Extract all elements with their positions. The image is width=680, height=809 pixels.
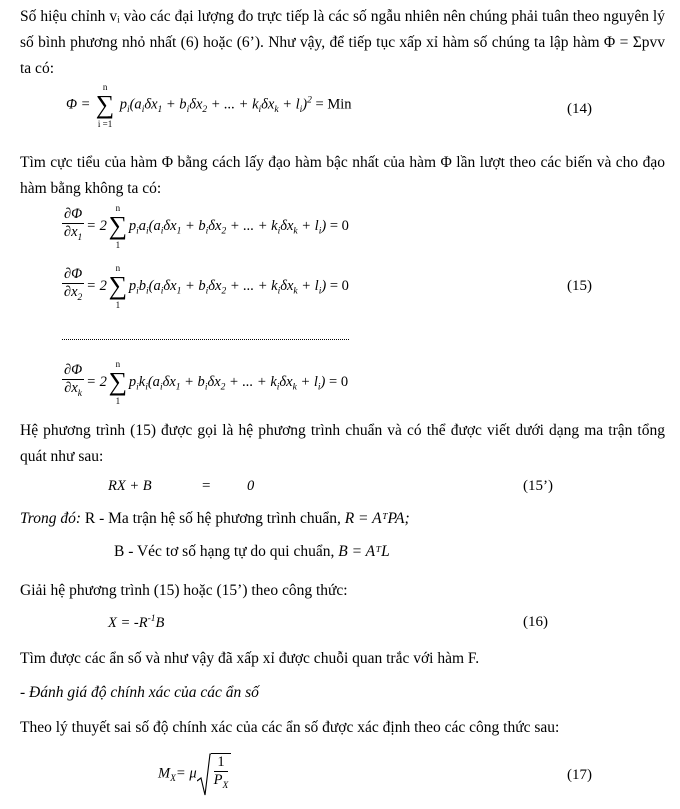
section-heading [20, 680, 665, 706]
equation-17: $M_X= \mu$ $\frac{1}{P_X}$ [158, 753, 231, 795]
where-b-text: B - Véc tơ số hạng tự do qui chuẩn, [114, 543, 339, 560]
paragraph-accuracy-text: Theo lý thuyết sai số độ chính xác của các ẩn số được xác định theo các công thức sau: [20, 719, 560, 736]
equation-15-prime-lhs: RX + B [108, 478, 152, 494]
equation-15-row-k: $\frac{\partial\Phi}{\partial x_k}$ = 2 n ∑ 1 $p_ik_i(a_i\delta x_1 + b_i\delta x_2$ + ... + $k_i\delta x_k + l_i) = 0$ [64, 359, 349, 407]
where-b-formula: B = AᵀL [338, 543, 390, 560]
paragraph-result [20, 646, 665, 672]
where-b-line [114, 543, 390, 561]
equation-15-prime-eq: = [202, 478, 211, 494]
where-r-line [20, 510, 410, 528]
equation-15-row-2: $\frac{\partial\Phi}{\partial x_2}$ = 2 n ∑ 1 $p_ib_i(a_i\delta x_1 + b_i\delta x_2$ + ... + $k_i\delta x_k + l_i) = 0$ [63, 263, 349, 311]
equation-15-prime-label: (15’) [523, 478, 553, 494]
equation-15-prime-rhs: 0 [247, 478, 255, 494]
equation-14: Φ = n ∑ i =1 $p_i(a_i\delta x_1 + b_i\delta x_2$ + ... + $k_i\delta x_k + l_i)^2$ = Min [66, 82, 352, 129]
section-heading-text: - Đánh giá độ chính xác của các ẩn số [20, 684, 259, 701]
paragraph-minimum [20, 150, 665, 202]
paragraph-normal-system-text: Hệ phương trình (15) được gọi là hệ phương trình chuẩn và có thể được viết dưới dạng ma trận tổng quát như sau: [20, 422, 665, 465]
equation-15-row-1: $\frac{\partial\Phi}{\partial x_1}$ = 2 n ∑ 1 $p_ia_i(a_i\delta x_1 + b_i\delta x_2$ + ... + $k_i\delta x_k + l_i) = 0$ [63, 203, 349, 251]
sqrt-symbol: $\frac{1}{P_X}$ [197, 753, 232, 795]
ellipsis-dots [62, 329, 349, 340]
where-r-formula: R = AᵀPA; [344, 510, 410, 527]
paragraph-solve-text: Giải hệ phương trình (15) hoặc (15’) theo công thức: [20, 582, 348, 599]
where-r-text: R - Ma trận hệ số hệ phương trình chuẩn, [81, 510, 345, 527]
paragraph-result-text: Tìm được các ẩn số và như vậy đã xấp xỉ được chuỗi quan trắc với hàm F. [20, 650, 480, 667]
equation-14-rhs: = Min [315, 96, 352, 113]
paragraph-normal-system [20, 418, 665, 470]
equation-17-label: (17) [567, 767, 592, 783]
where-prefix: Trong đó: [20, 510, 82, 527]
paragraph-intro-text: Số hiệu chỉnh vᵢ vào các đại lượng đo trực tiếp là các số ngẫu nhiên nên chúng phải tuân theo nguyên lý số bình phương nhỏ nhất (6) hoặc (6’). Như vậy, để tiếp tục xấp xỉ hàm số chúng ta lập hàm Φ = Σpvv ta có: [20, 8, 665, 77]
paragraph-accuracy [20, 715, 665, 741]
paragraph-intro [20, 4, 665, 82]
paragraph-minimum-text: Tìm cực tiểu của hàm Φ bằng cách lấy đạo hàm bậc nhất của hàm Φ lần lượt theo các biến và cho đạo hàm bằng không ta có: [20, 154, 665, 197]
paragraph-solve [20, 578, 665, 604]
equation-15-label: (15) [567, 278, 592, 294]
equation-16: $X = -R^{-1}B$ [108, 614, 165, 631]
equation-14-label: (14) [567, 101, 592, 117]
equation-16-label: (16) [523, 614, 548, 630]
sum-symbol: n ∑ i =1 [95, 82, 115, 129]
